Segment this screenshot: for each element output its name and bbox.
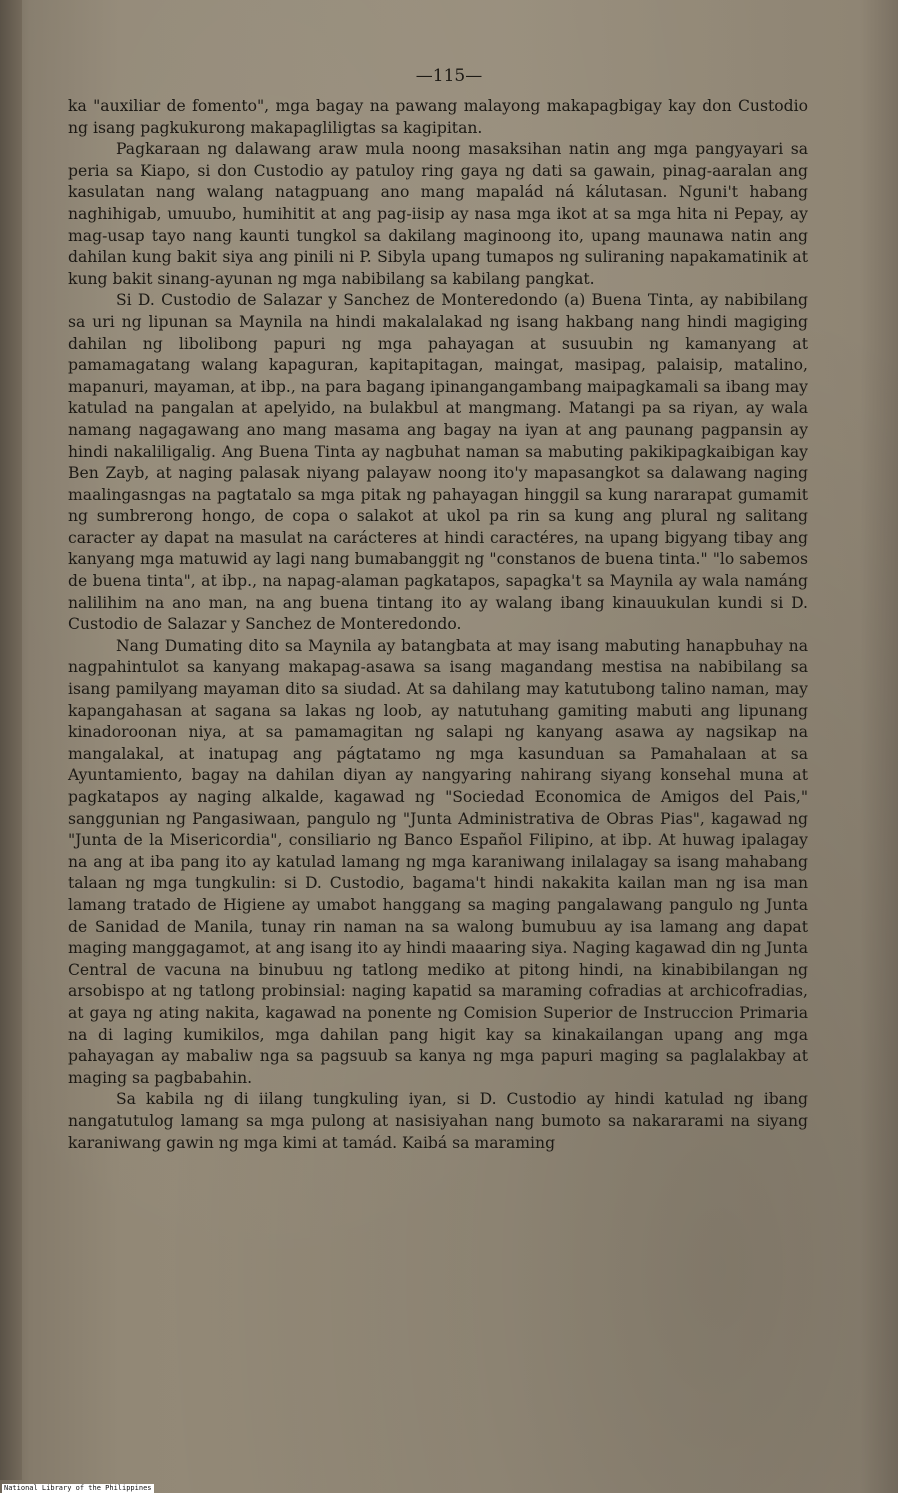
- paragraph: Nang Dumating dito sa Maynila ay batangbata at may isang mabuting hanapbuhay na nagpahintulot sa kanyang makapag-asawa sa isang magandang mestisa na nabibilang sa isang pamilyang mayaman dito sa siudad. At sa dahilang may katutubong talino naman, may kapangahasan at sagana sa lakas ng loob, ay natutuhang gamiting mabuti ang lipunang kinadoroonan niya, at sa pamamagitan ng salapi ng kanyang asawa ay nagsikap na mangalakal, at inatupag ang págtatamo ng mga kasunduan sa Pamahalaan at sa Ayuntamiento, bagay na dahilan diyan ay nangyaring nahirang siyang konsehal muna at pagkatapos ay naging alkalde, kagawad ng "Sociedad Economica de Amigos del Pais," sanggunian ng Pangasiwaan, pangulo ng "Junta Administrativa de Obras Pias", kagawad ng "Junta de la Misericordia", consiliario ng Banco Español Filipino, at ibp. At huwag ipalagay na ang at iba pang ito ay katulad lamang ng mga karaniwang inilalagay sa isang mahabang talaan ng mga tungkulin: si D. Custodio, bagama't hindi nakakita kailan man ng isa man lamang tratado de Higiene ay umabot hanggang sa maging pangalawang pangulo ng Junta de Sanidad de Manila, tunay rin naman na sa walong bumubuu ay isa lamang ang dapat maging manggagamot, at ang isang ito ay hindi maaaring siya. Naging kagawad din ng Junta Central de vacuna na binubuu ng tatlong mediko at pitong hindi, na kinabibilangan ng arsobispo at ng tatlong probinsial: naging kapatid sa maraming cofradias at archicofradias, at gaya ng ating nakita, kagawad na ponente ng Comision Superior de Instruccion Primaria na di laging kumikilos, mga dahilan pang higit kay sa kinakailangan upang ang mga pahayagan ay mabaliw nga sa pagsuub sa kanya ng mga papuri maging sa paglalakbay at maging sa pagbabahin.: [68, 636, 808, 1087]
- paragraph: ka "auxiliar de fomento", mga bagay na pawang malayong makapagbigay kay don Custodio ng isang pagkukurong makapagliligtas sa kagipitan.: [68, 97, 808, 137]
- body-text: [68, 96, 808, 1154]
- page-number: —115—: [415, 66, 483, 86]
- library-footer: National Library of the Philippines: [4, 1484, 152, 1492]
- paragraph: Sa kabila ng di iilang tungkuling iyan, si D. Custodio ay hindi katulad ng ibang nangatutulog lamang sa mga pulong at nasisiyahan nang bumoto sa nakararami na siyang karaniwang gawin ng mga kimi at tamád. Kaibá sa maraming: [68, 1090, 808, 1152]
- paragraph: Pagkaraan ng dalawang araw mula noong masaksihan natin ang mga pangyayari sa peria sa Kiapo, si don Custodio ay patuloy ring gaya ng dati sa gawain, pinag-aaralan ang kasulatan nang walang natagpuang ano mang mapalád ná kálutasan. Nguni't habang naghihigab, umuubo, humihitit at ang pag-iisip ay nasa mga ikot at sa mga hita ni Pepay, ay mag-usap tayo nang kaunti tungkol sa dakilang maginoong ito, upang maunawa natin ang dahilan kung bakit siya ang pinili ni P. Sibyla upang tumapos ng suliraning napakamatinik at kung bakit sinang-ayunan ng mga nabibilang sa kabilang pangkat.: [68, 140, 808, 288]
- page-spine-shadow: [0, 0, 22, 1480]
- paragraph: Si D. Custodio de Salazar y Sanchez de Monteredondo (a) Buena Tinta, ay nabibilang sa uri ng lipunan sa Maynila na hindi makalalakad ng isang hakbang nang hindi magiging dahilan ng libolibong papuri ng mga pahayagan at susuubin ng kamanyang at pamamagatang walang kapaguran, kapitapitagan, maingat, masipag, palaisip, matalino, mapanuri, mayaman, at ibp., na para bagang ipinangangambang maipagkamali sa ibang may katulad na pangalan at apelyido, na bulakbul at mangmang. Matangi pa sa riyan, ay wala namang nagagawang ano mang masama ang bagay na iyan at ang paunang pagpansin ay hindi nakaliligalig. Ang Buena Tinta ay nagbuhat naman sa mabuting pakikipagkaibigan kay Ben Zayb, at naging palasak niyang palayaw noong ito'y mapasangkot sa dalawang naging maalingasngas na pagtatalo sa mga pitak ng pahayagan hinggil sa kung nararapat gumamit ng sumbrerong hongo, de copa o salakot at ukol pa rin sa kung ang plural ng salitang caracter ay dapat na masulat na carácteres at hindi caractéres, na upang bigyang tibay ang kanyang mga matuwid ay lagi nang bumabanggit ng "constanos de buena tinta." "lo sabemos de buena tinta", at ibp., na napag-alaman pagkatapos, sapagka't sa Maynila ay wala namáng nalilihim na ano man, na ang buena tintang ito ay walang ibang kinauukulan kundi si D. Custodio de Salazar y Sanchez de Monteredondo.: [68, 291, 808, 634]
